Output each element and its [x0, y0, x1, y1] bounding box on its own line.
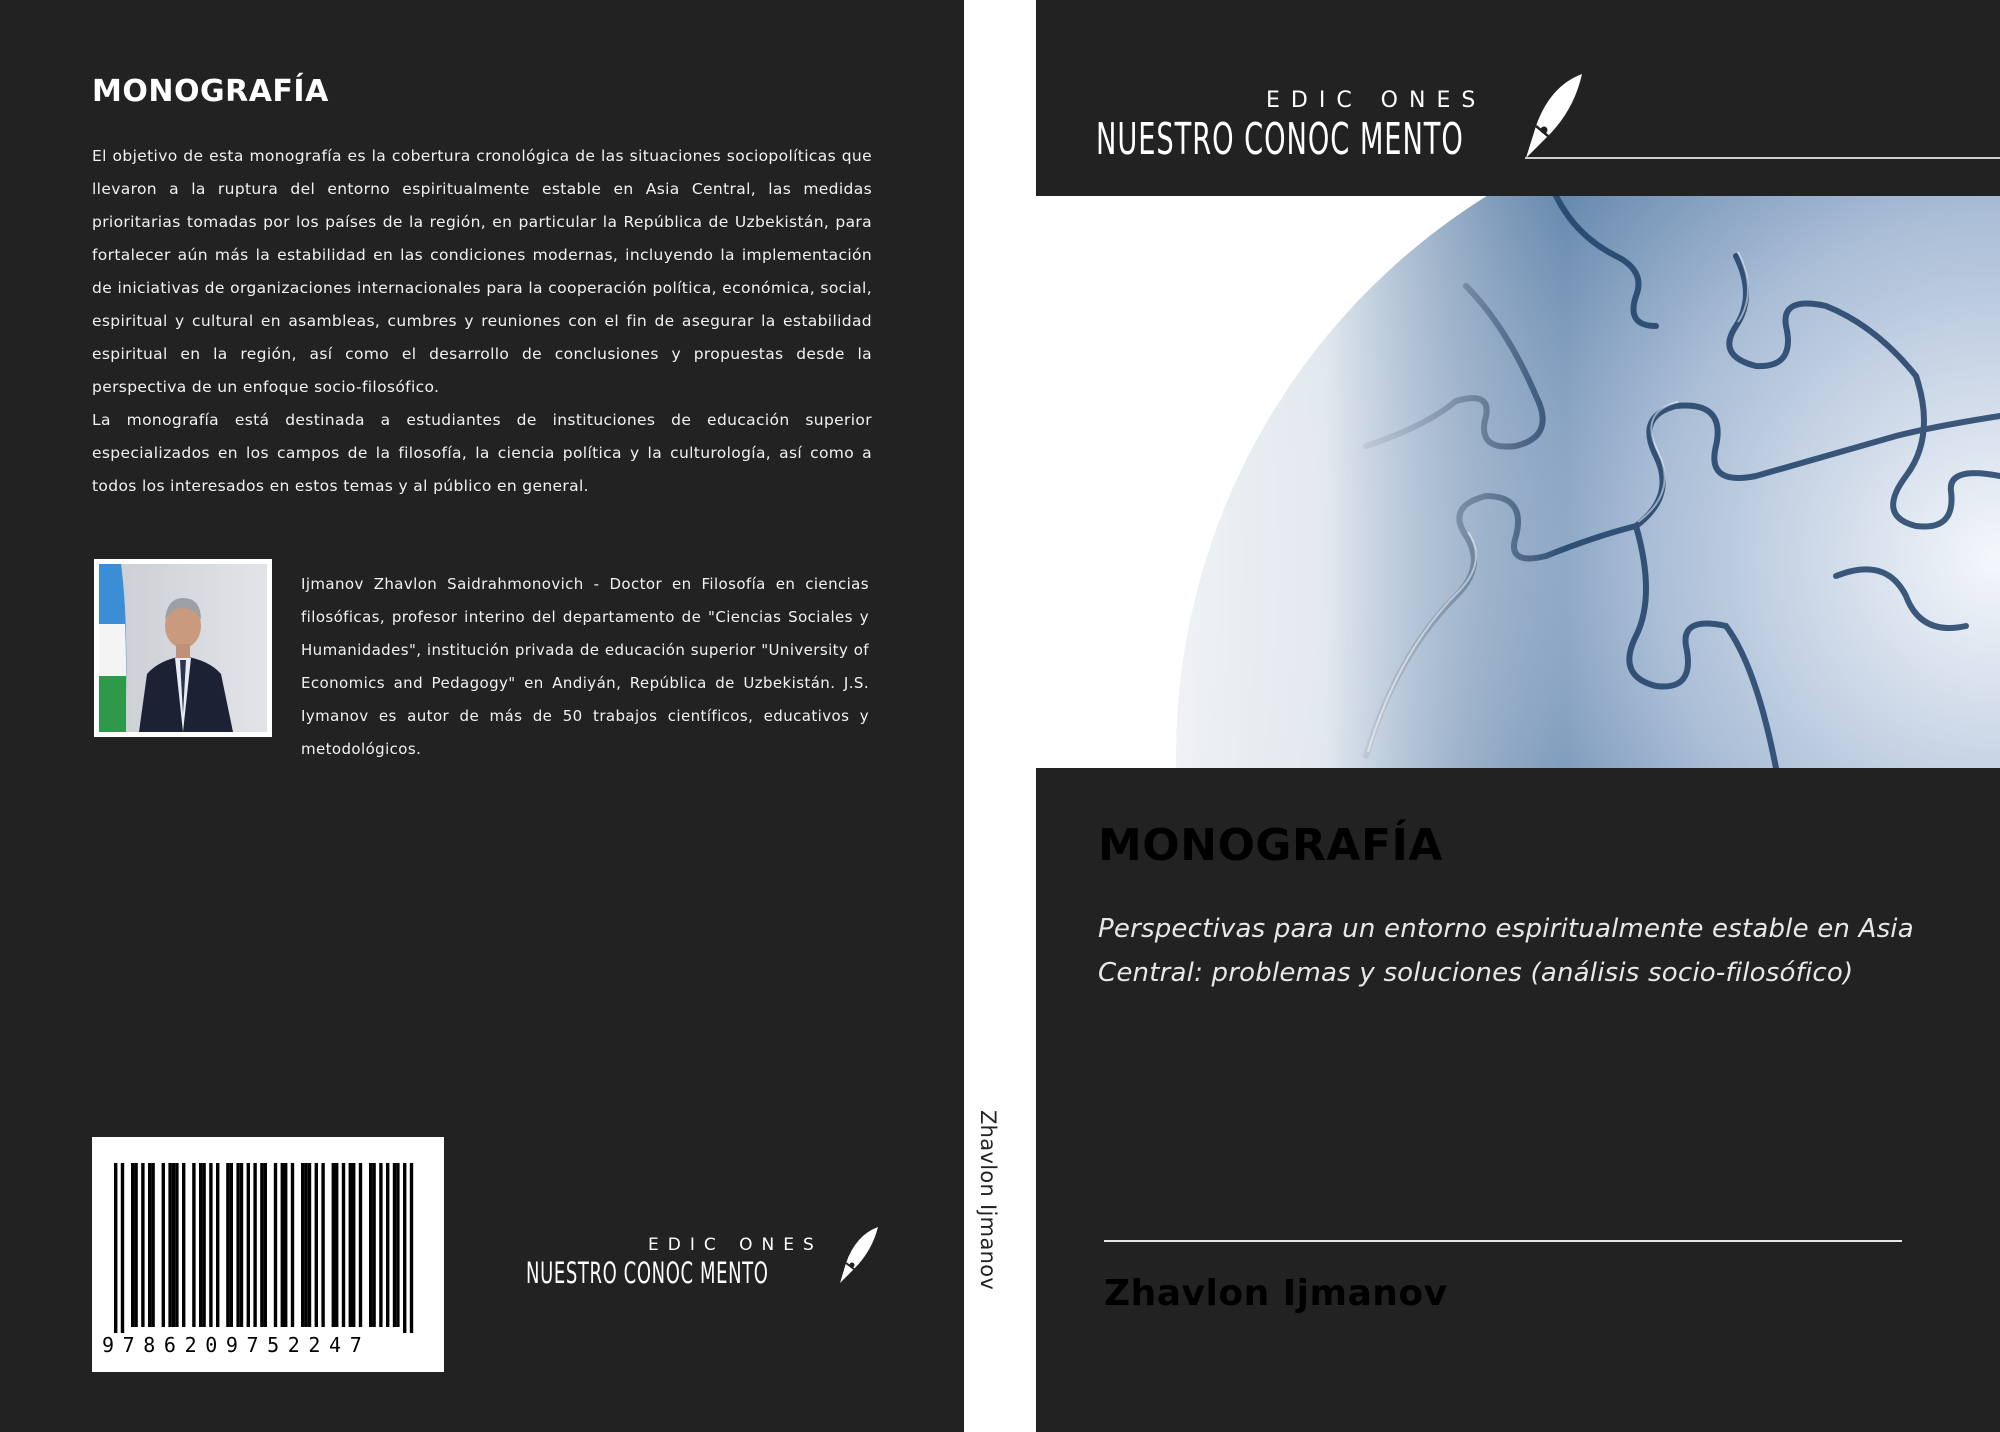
barcode-bar: [182, 1163, 185, 1327]
barcode-bar: [240, 1163, 243, 1327]
barcode-bar: [332, 1163, 335, 1327]
barcode-bar: [359, 1163, 362, 1327]
barcode-bar: [315, 1163, 318, 1327]
barcode: [92, 1137, 444, 1333]
barcode-bar: [209, 1163, 212, 1327]
barcode-bar: [284, 1163, 287, 1327]
author-divider-rule: [1104, 1240, 1902, 1242]
back-cover: [0, 0, 964, 1432]
barcode-bar: [304, 1163, 307, 1327]
barcode-bar: [114, 1163, 117, 1333]
barcode-bar: [369, 1163, 372, 1327]
barcode-bar: [393, 1163, 396, 1327]
barcode-bar: [281, 1163, 284, 1327]
back-cover-title: MONOGRAFÍA: [92, 74, 329, 109]
barcode-bar: [372, 1163, 375, 1327]
author-bio: Ijmanov Zhavlon Saidrahmonovich - Doctor en Filosofía en ciencias filosóficas, profesor interino del departamento de "Ciencias Sociales y Humanidades", institución privada de educación superior "University of Economics and Pedagogy" en Andiyán, República de Uzbekistán. J.S. Iymanov es autor de más de 50 trabajos científicos, educativos y metodológicos.: [301, 575, 869, 758]
publisher-logo-line2: NUESTRO CONOC MENTO: [526, 1256, 769, 1290]
barcode-bar: [162, 1163, 165, 1327]
barcode-bar: [148, 1163, 151, 1327]
barcode-bar: [335, 1163, 338, 1327]
book-spine: [964, 0, 1036, 1432]
barcode-bar: [403, 1163, 406, 1333]
barcode-bar: [168, 1163, 171, 1327]
barcode-bar: [321, 1163, 324, 1327]
publisher-logo-line1: EDIC ONES: [648, 1235, 823, 1255]
barcode-bar: [342, 1163, 345, 1327]
barcode-bar: [175, 1163, 178, 1327]
front-cover-subtitle: Perspectivas para un entorno espiritualmente estable en Asia Central: problemas y soluciones (análisis socio-filosófico): [1098, 914, 1914, 988]
barcode-bar: [172, 1163, 175, 1327]
globe-puzzle-image: [1036, 196, 2000, 768]
description-paragraph-2: La monografía está destinada a estudiantes de instituciones de educación superior especializados en los campos de la filosofía, la ciencia política y la culturología, así como a todos los interesados en estos temas y al público en general.: [92, 411, 872, 495]
front-cover-author: Zhavlon Ijmanov: [1104, 1273, 1448, 1314]
publisher-logo-rule: [1525, 157, 2000, 159]
author-photo: [94, 559, 272, 737]
barcode-bar: [230, 1163, 233, 1327]
fountain-pen-nib-icon: [1522, 72, 1584, 162]
barcode-bar: [192, 1163, 195, 1327]
barcode-bar: [202, 1163, 205, 1327]
barcode-bar: [216, 1163, 219, 1327]
barcode-bar: [121, 1163, 124, 1333]
publisher-logo-line2: NUESTRO CONOC MENTO: [1096, 114, 1464, 165]
barcode-bar: [236, 1163, 239, 1327]
barcode-bar: [379, 1163, 382, 1327]
barcode-bar: [247, 1163, 250, 1327]
barcode-bar: [260, 1163, 263, 1327]
barcode-bar: [410, 1163, 413, 1333]
barcode-bar: [131, 1163, 134, 1327]
isbn-barcode: [92, 1137, 444, 1372]
barcode-bar: [264, 1163, 267, 1327]
front-cover-title: MONOGRAFÍA: [1098, 820, 1443, 871]
barcode-bar: [352, 1163, 355, 1327]
barcode-bar: [151, 1163, 154, 1327]
description-paragraph-1: El objetivo de esta monografía es la cobertura cronológica de las situaciones sociopolíticas que llevaron a la ruptura del entorno espiritualmente estable en Asia Central, las medidas prioritarias tomadas por los países de la región, en particular la República de Uzbekistán, para fortalecer aún más la estabilidad en las condiciones modernas, incluyendo la implementación de iniciativas de organizaciones internacionales para la cooperación política, económica, social, espiritual y cultural en asambleas, cumbres y reuniones con el fin de asegurar la estabilidad espiritual en la región, así como el desarrollo de conclusiones y propuestas desde la perspectiva de un enfoque socio-filosófico.: [92, 147, 872, 396]
barcode-bar: [199, 1163, 202, 1327]
barcode-bar: [253, 1163, 256, 1327]
isbn-digits: 9786209752247: [102, 1333, 371, 1357]
barcode-bar: [308, 1163, 311, 1327]
barcode-bar: [301, 1163, 304, 1327]
barcode-bar: [134, 1163, 137, 1327]
barcode-bar: [396, 1163, 399, 1327]
spine-author: Zhavlon Ijmanov: [976, 1110, 1000, 1291]
barcode-bar: [274, 1163, 277, 1327]
barcode-bar: [226, 1163, 229, 1327]
author-portrait-image: [99, 564, 267, 732]
barcode-bar: [349, 1163, 352, 1327]
barcode-bar: [141, 1163, 144, 1327]
barcode-bar: [291, 1163, 294, 1327]
fountain-pen-nib-icon: [836, 1225, 880, 1287]
barcode-bar: [386, 1163, 389, 1327]
back-cover-description: [92, 140, 872, 503]
publisher-logo-line1: EDIC ONES: [1266, 88, 1487, 113]
